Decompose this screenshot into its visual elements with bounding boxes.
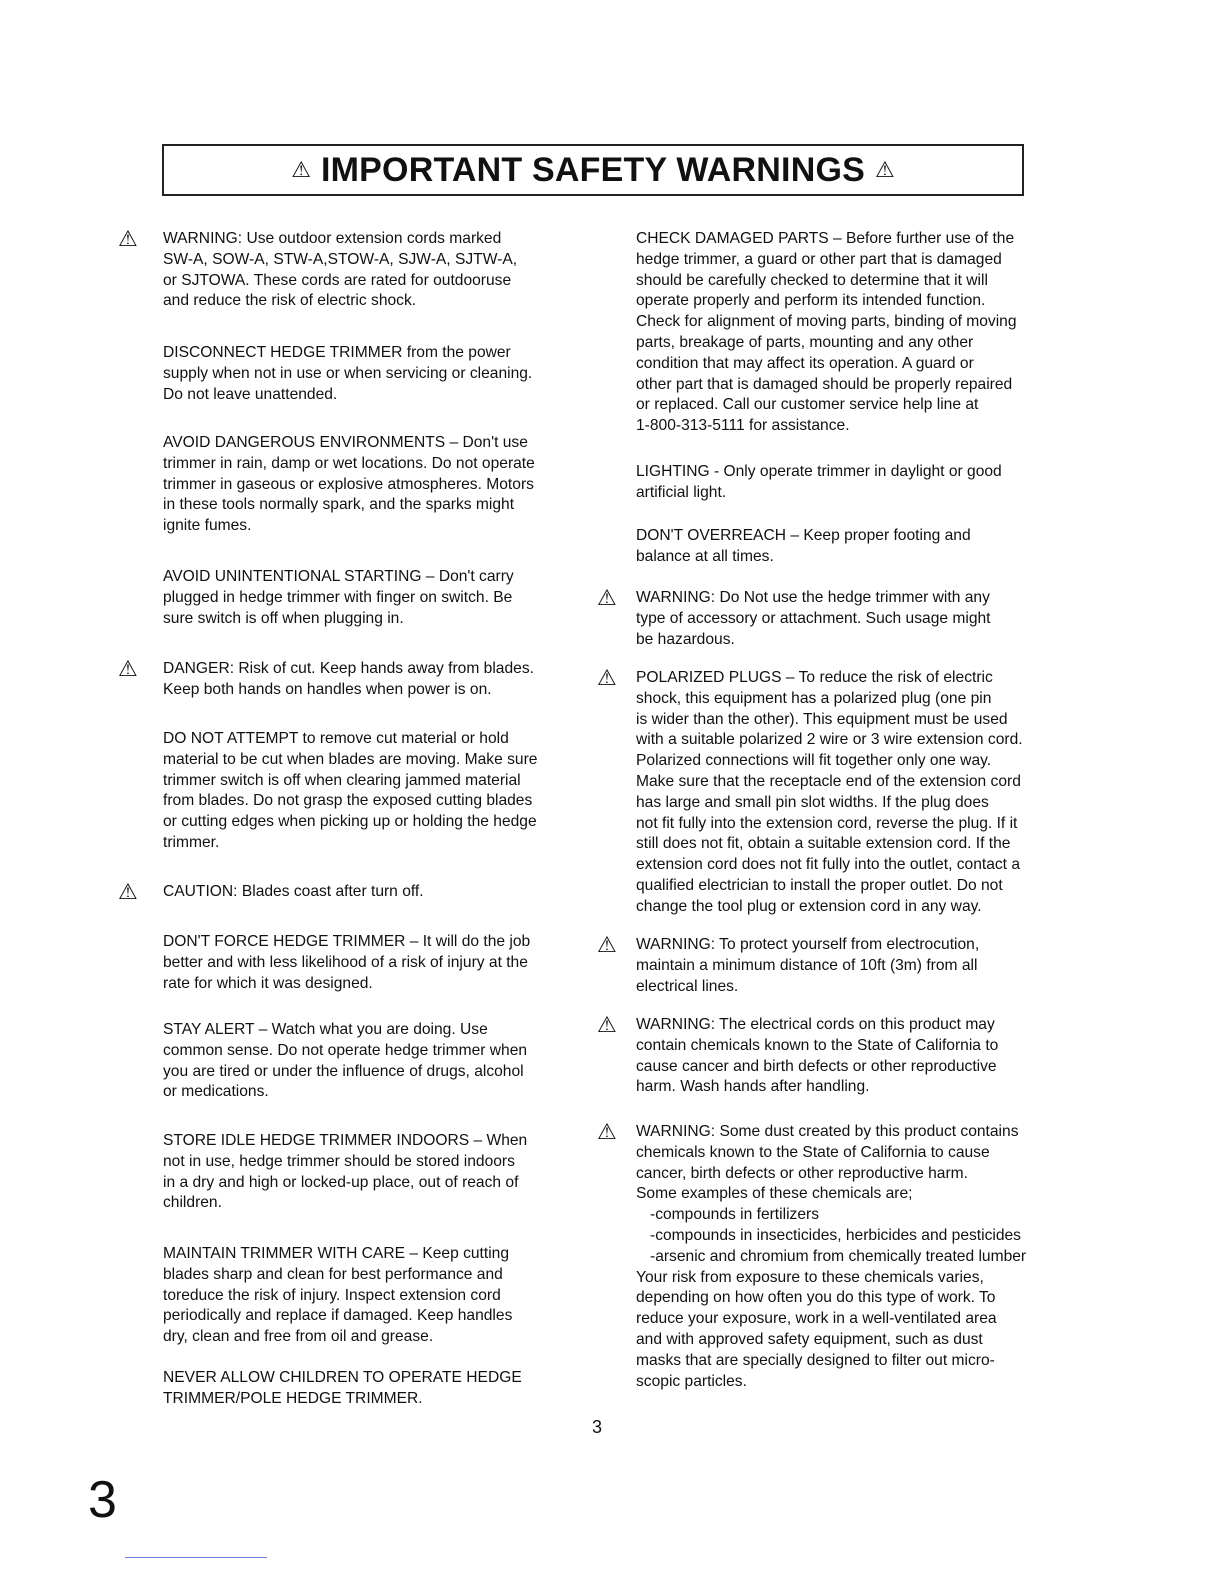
paragraph-line: qualified electrician to install the proper outlet. Do not	[636, 876, 1003, 894]
paragraph-line: scopic particles.	[636, 1372, 747, 1390]
paragraph-line: should be carefully checked to determine that it will	[636, 271, 988, 289]
paragraph-line: change the tool plug or extension cord in any way.	[636, 897, 982, 915]
warning-triangle-icon: ⚠	[597, 665, 617, 690]
paragraph-line: and reduce the risk of electric shock.	[163, 292, 417, 310]
paragraph-line: AVOID DANGEROUS ENVIRONMENTS – Don't use	[163, 434, 528, 451]
safety-paragraph	[163, 433, 535, 537]
paragraph-line: blades sharp and clean for best performance and	[163, 1265, 503, 1283]
safety-paragraph	[636, 935, 979, 997]
paragraph-line: you are tired or under the influence of drugs, alcohol	[163, 1062, 524, 1080]
paragraph-line: artificial light.	[636, 483, 727, 501]
paragraph-line: WARNING: Use outdoor extension cords marked	[163, 230, 502, 247]
paragraph-line: shock, this equipment has a polarized plug (one pin	[636, 689, 992, 707]
paragraph-line: trimmer in rain, damp or wet locations. Do not operate	[163, 454, 535, 472]
warning-triangle-icon: ⚠	[291, 157, 311, 182]
paragraph-line: ignite fumes.	[163, 517, 252, 535]
safety-paragraph	[163, 343, 532, 405]
paragraph-line: hedge trimmer, a guard or other part that is damaged	[636, 250, 1002, 268]
warning-triangle-icon: ⚠	[118, 656, 138, 681]
paragraph-line: not fit fully into the extension cord, reverse the plug. If it	[636, 814, 1018, 832]
paragraph-line: DISCONNECT HEDGE TRIMMER from the power	[163, 344, 511, 361]
safety-paragraph	[163, 1244, 512, 1348]
paragraph-line: not in use, hedge trimmer should be stored indoors	[163, 1152, 515, 1170]
paragraph-line: plugged in hedge trimmer with finger on switch. Be	[163, 588, 513, 606]
paragraph-line: rate for which it was designed.	[163, 974, 373, 992]
paragraph-line: Keep both hands on handles when power is on.	[163, 680, 492, 698]
paragraph-line: trimmer in gaseous or explosive atmospheres. Motors	[163, 475, 534, 493]
warning-triangle-icon: ⚠	[118, 879, 138, 904]
paragraph-line: WARNING: To protect yourself from electrocution,	[636, 936, 980, 953]
safety-paragraph	[636, 668, 1023, 918]
safety-paragraph	[636, 526, 971, 568]
paragraph-line: POLARIZED PLUGS – To reduce the risk of electric	[636, 669, 993, 686]
paragraph-line: supply when not in use or when servicing or cleaning.	[163, 364, 533, 382]
paragraph-line: extension cord does not fit fully into the outlet, contact a	[636, 856, 1021, 874]
paragraph-line: reduce your exposure, work in a well-ventilated area	[636, 1310, 997, 1328]
safety-paragraph	[163, 1020, 527, 1103]
paragraph-line: from blades. Do not grasp the exposed cutting blades	[163, 792, 533, 810]
safety-paragraph	[636, 588, 991, 650]
safety-paragraph	[163, 659, 534, 701]
paragraph-line: MAINTAIN TRIMMER WITH CARE – Keep cutting	[163, 1245, 510, 1262]
paragraph-line: Some examples of these chemicals are;	[636, 1185, 913, 1203]
paragraph-line: material to be cut when blades are moving. Make sure	[163, 750, 538, 768]
paragraph-line: 1-800-313-5111 for assistance.	[636, 417, 850, 435]
paragraph-line: DON'T OVERREACH – Keep proper footing and	[636, 527, 971, 544]
large-page-number: 3	[88, 1471, 117, 1529]
paragraph-line: Polarized connections will fit together only one way.	[636, 752, 992, 770]
paragraph-line: or cutting edges when picking up or holding the hedge	[163, 813, 537, 831]
paragraph-line: electrical lines.	[636, 977, 739, 995]
paragraph-line: maintain a minimum distance of 10ft (3m) from all	[636, 956, 978, 974]
paragraph-line: contain chemicals known to the State of California to	[636, 1036, 999, 1054]
title-banner	[162, 144, 1024, 196]
paragraph-line: in a dry and high or locked-up place, out of reach of	[163, 1173, 519, 1191]
paragraph-line: trimmer switch is off when clearing jammed material	[163, 771, 521, 789]
paragraph-line: or replaced. Call our customer service help line at	[636, 396, 979, 414]
page-title: IMPORTANT SAFETY WARNINGS	[321, 150, 865, 189]
safety-paragraph	[636, 1122, 1026, 1392]
paragraph-line: TRIMMER/POLE HEDGE TRIMMER.	[163, 1389, 423, 1407]
safety-paragraph	[163, 1368, 522, 1410]
warning-triangle-icon: ⚠	[597, 585, 617, 610]
safety-paragraph	[636, 229, 1017, 437]
paragraph-line: SW-A, SOW-A, STW-A,STOW-A, SJW-A, SJTW-A,	[163, 250, 518, 268]
safety-paragraph	[636, 462, 1002, 504]
paragraph-line: -arsenic and chromium from chemically treated lumber	[650, 1247, 1027, 1265]
paragraph-line: Check for alignment of moving parts, binding of moving	[636, 313, 1017, 331]
paragraph-line: STORE IDLE HEDGE TRIMMER INDOORS – When	[163, 1132, 528, 1149]
safety-paragraph	[636, 1015, 998, 1098]
paragraph-line: better and with less likelihood of a risk of injury at the	[163, 953, 528, 971]
safety-paragraph	[163, 932, 530, 994]
paragraph-line: is wider than the other). This equipment must be used	[636, 710, 1008, 728]
paragraph-line: Do not leave unattended.	[163, 385, 338, 403]
safety-paragraph	[163, 1131, 527, 1214]
paragraph-line: CHECK DAMAGED PARTS – Before further use of the	[636, 230, 1015, 247]
warning-triangle-icon: ⚠	[874, 157, 895, 182]
paragraph-line: dry, clean and free from oil and grease.	[163, 1328, 434, 1346]
paragraph-line: or SJTOWA. These cords are rated for outdooruse	[163, 271, 512, 289]
paragraph-line: WARNING: The electrical cords on this product may	[636, 1016, 995, 1033]
paragraph-line: DANGER: Risk of cut. Keep hands away from blades.	[163, 660, 534, 677]
paragraph-line: balance at all times.	[636, 547, 774, 565]
paragraph-line: condition that may affect its operation. A guard or	[636, 354, 974, 372]
warning-triangle-icon: ⚠	[597, 1012, 617, 1037]
paragraph-line: in these tools normally spark, and the sparks might	[163, 496, 515, 514]
paragraph-line: type of accessory or attachment. Such usage might	[636, 609, 991, 627]
paragraph-line: trimmer.	[163, 833, 220, 851]
safety-paragraph	[163, 882, 424, 903]
warning-triangle-icon: ⚠	[597, 932, 617, 957]
paragraph-line: sure switch is off when plugging in.	[163, 609, 404, 627]
paragraph-line: be hazardous.	[636, 630, 735, 648]
paragraph-line: AVOID UNINTENTIONAL STARTING – Don't carry	[163, 568, 514, 585]
paragraph-line: Your risk from exposure to these chemicals varies,	[636, 1268, 984, 1286]
paragraph-line: masks that are specially designed to filter out micro-	[636, 1351, 995, 1369]
paragraph-line: harm. Wash hands after handling.	[636, 1078, 870, 1096]
safety-paragraph	[163, 567, 514, 629]
paragraph-line: -compounds in insecticides, herbicides and pesticides	[650, 1226, 1021, 1244]
paragraph-line: DO NOT ATTEMPT to remove cut material or hold	[163, 730, 509, 747]
paragraph-line: LIGHTING - Only operate trimmer in daylight or good	[636, 463, 1002, 480]
paragraph-line: depending on how often you do this type of work. To	[636, 1289, 996, 1307]
warning-triangle-icon: ⚠	[118, 226, 138, 251]
page-number: 3	[592, 1417, 603, 1437]
warning-triangle-icon: ⚠	[597, 1119, 617, 1144]
paragraph-line: CAUTION: Blades coast after turn off.	[163, 883, 424, 900]
paragraph-line: WARNING: Do Not use the hedge trimmer with any	[636, 589, 990, 606]
divider-line	[125, 1557, 267, 1558]
paragraph-line: Make sure that the receptacle end of the extension cord	[636, 772, 1021, 790]
paragraph-line: and with approved safety equipment, such as dust	[636, 1330, 983, 1348]
paragraph-line: DON'T FORCE HEDGE TRIMMER – It will do the job	[163, 933, 531, 950]
paragraph-line: parts, breakage of parts, mounting and any other	[636, 333, 974, 351]
paragraph-line: common sense. Do not operate hedge trimmer when	[163, 1041, 528, 1059]
paragraph-line: cancer, birth defects or other reproductive harm.	[636, 1164, 968, 1182]
paragraph-line: has large and small pin slot widths. If the plug does	[636, 793, 989, 811]
paragraph-line: -compounds in fertilizers	[650, 1206, 819, 1224]
paragraph-line: with a suitable polarized 2 wire or 3 wire extension cord.	[636, 731, 1023, 749]
safety-paragraph	[163, 229, 517, 312]
paragraph-line: STAY ALERT – Watch what you are doing. Use	[163, 1021, 488, 1038]
paragraph-line: operate properly and perform its intended function.	[636, 292, 986, 310]
paragraph-line: other part that is damaged should be properly repaired	[636, 375, 1013, 393]
paragraph-line: or medications.	[163, 1083, 269, 1101]
paragraph-line: chemicals known to the State of California to cause	[636, 1143, 990, 1161]
paragraph-line: toreduce the risk of injury. Inspect extension cord	[163, 1286, 501, 1304]
safety-paragraph	[163, 729, 537, 854]
paragraph-line: still does not fit, obtain a suitable extension cord. If the	[636, 835, 1011, 853]
paragraph-line: periodically and replace if damaged. Keep handles	[163, 1307, 513, 1325]
paragraph-line: WARNING: Some dust created by this product contains	[636, 1123, 1019, 1140]
paragraph-line: children.	[163, 1194, 222, 1212]
paragraph-line: cause cancer and birth defects or other reproductive	[636, 1057, 997, 1075]
paragraph-line: NEVER ALLOW CHILDREN TO OPERATE HEDGE	[163, 1369, 522, 1386]
